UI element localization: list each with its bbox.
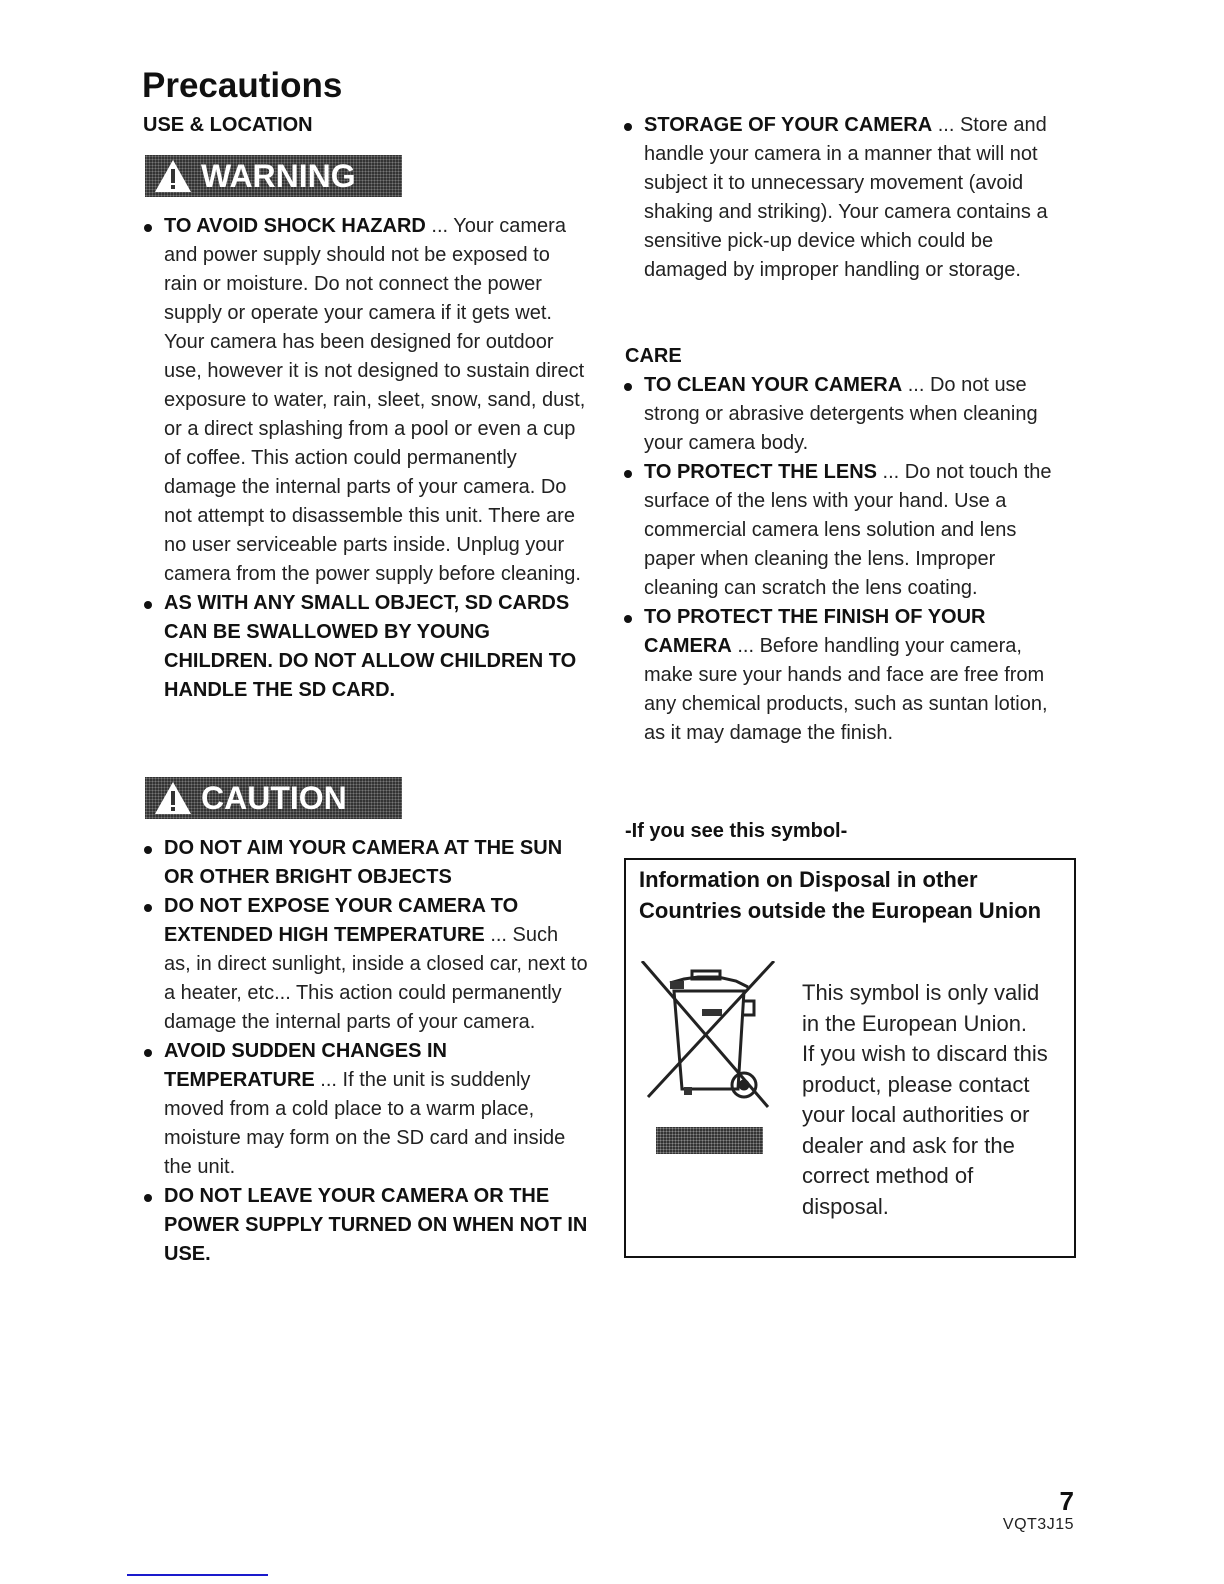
caution-banner	[145, 777, 402, 819]
bullet-icon	[144, 904, 152, 912]
list-item	[143, 212, 588, 589]
warning-banner	[145, 155, 402, 197]
item-heading: AS WITH ANY SMALL OBJECT, SD CARDS CAN BE SWALLOWED BY YOUNG CHILDREN. DO NOT ALLOW CHILDREN TO HANDLE THE SD CARD.	[164, 592, 577, 701]
item-text: ... Do not touch the surface of the lens with your hand. Use a commercial camera lens solution and lens paper when cleaning the lens. Improper cleaning can scratch the lens coating.	[644, 461, 1052, 599]
bullet-icon	[144, 1049, 152, 1057]
bullet-icon	[144, 846, 152, 854]
footer-rule	[127, 1574, 268, 1576]
page-number: 7	[1059, 1486, 1074, 1516]
item-text: ... Store and handle your camera in a manner that will not subject it to unnecessary movement (avoid shaking and striking). Your camera contains a sensitive pick-up device which could be damaged by improper handling or storage.	[644, 114, 1048, 281]
item-heading: TO AVOID SHOCK HAZARD	[164, 215, 426, 237]
bullet-icon	[624, 470, 632, 478]
list-item	[143, 892, 588, 1037]
item-heading: TO CLEAN YOUR CAMERA	[644, 374, 903, 396]
document-code: VQT3J15	[1002, 1516, 1074, 1533]
section-heading-care: CARE	[625, 345, 682, 367]
item-text: ... If the unit is suddenly moved from a cold place to a warm place, moisture may form on the SD card and inside the unit.	[164, 1069, 566, 1178]
caution-list	[143, 834, 588, 1269]
storage-list	[623, 111, 1073, 285]
item-text: ... Your camera and power supply should not be exposed to rain or moisture. Do not connect the power supply or operate your camera if it gets wet. Your camera has been designed for outdoor use, however it is not designed to sustain direct exposure to water, rain, sleet, snow, sand, dust, or a direct splashing from a pool or even a cup of coffee. This action could permanently damage the internal parts of your camera. Do not attempt to disassemble this unit. There are no user serviceable parts inside. Unplug your camera from the power supply before cleaning.	[164, 215, 586, 585]
list-item	[623, 458, 1073, 603]
item-heading: TO PROTECT THE FINISH OF YOUR CAMERA	[644, 606, 986, 657]
item-text: ... Such as, in direct sunlight, inside a closed car, next to a heater, etc... This action could permanently damage the internal parts of your camera.	[164, 924, 588, 1033]
bullet-icon	[624, 615, 632, 623]
item-text: ... Before handling your camera, make sure your hands and face are free from any chemical products, such as suntan lotion, as it may damage the finish.	[644, 635, 1048, 744]
bin-underline-bar	[656, 1127, 763, 1154]
disposal-info-box	[624, 858, 1076, 1258]
warning-list-container	[143, 212, 588, 705]
list-item	[143, 1037, 588, 1182]
storage-list-container	[623, 111, 1073, 285]
disposal-title: Information on Disposal in other Countries outside the European Union	[639, 867, 1042, 923]
disposal-text	[802, 978, 1062, 1222]
section-heading-use-location: USE & LOCATION	[143, 114, 313, 136]
care-list	[623, 371, 1073, 748]
warning-label: WARNING	[201, 157, 356, 194]
disposal-text-2: If you wish to discard this product, please contact your local authorities or dealer and ask for the correct method of disposal.	[802, 1041, 1048, 1219]
bullet-icon	[144, 1194, 152, 1202]
list-item	[143, 589, 588, 705]
caution-label: CAUTION	[201, 779, 347, 816]
item-text: ... Do not use strong or abrasive detergents when cleaning your camera body.	[644, 374, 1038, 454]
bullet-icon	[624, 383, 632, 391]
page-title: Precautions	[142, 66, 343, 105]
item-heading: STORAGE OF YOUR CAMERA	[644, 114, 933, 136]
item-heading: DO NOT EXPOSE YOUR CAMERA TO EXTENDED HIGH TEMPERATURE	[164, 895, 519, 946]
item-heading: AVOID SUDDEN CHANGES IN TEMPERATURE	[164, 1040, 447, 1091]
symbol-note: -If you see this symbol-	[625, 820, 848, 842]
crossed-out-wheelie-bin-icon	[640, 961, 778, 1113]
list-item	[623, 111, 1073, 285]
list-item	[143, 1182, 588, 1269]
bullet-icon	[144, 224, 152, 232]
bullet-icon	[624, 123, 632, 131]
item-heading: DO NOT AIM YOUR CAMERA AT THE SUN OR OTHER BRIGHT OBJECTS	[164, 837, 563, 888]
care-list-container	[623, 371, 1073, 748]
warning-triangle-icon	[153, 780, 193, 816]
list-item	[623, 603, 1073, 748]
warning-triangle-icon	[153, 158, 193, 194]
warning-list	[143, 212, 588, 705]
list-item	[143, 834, 588, 892]
bullet-icon	[144, 601, 152, 609]
list-item	[623, 371, 1073, 458]
disposal-text-1: This symbol is only valid in the European Union.	[802, 980, 1040, 1036]
caution-list-container	[143, 834, 588, 1269]
item-heading: TO PROTECT THE LENS	[644, 461, 877, 483]
item-heading: DO NOT LEAVE YOUR CAMERA OR THE POWER SUPPLY TURNED ON WHEN NOT IN USE.	[164, 1185, 588, 1265]
